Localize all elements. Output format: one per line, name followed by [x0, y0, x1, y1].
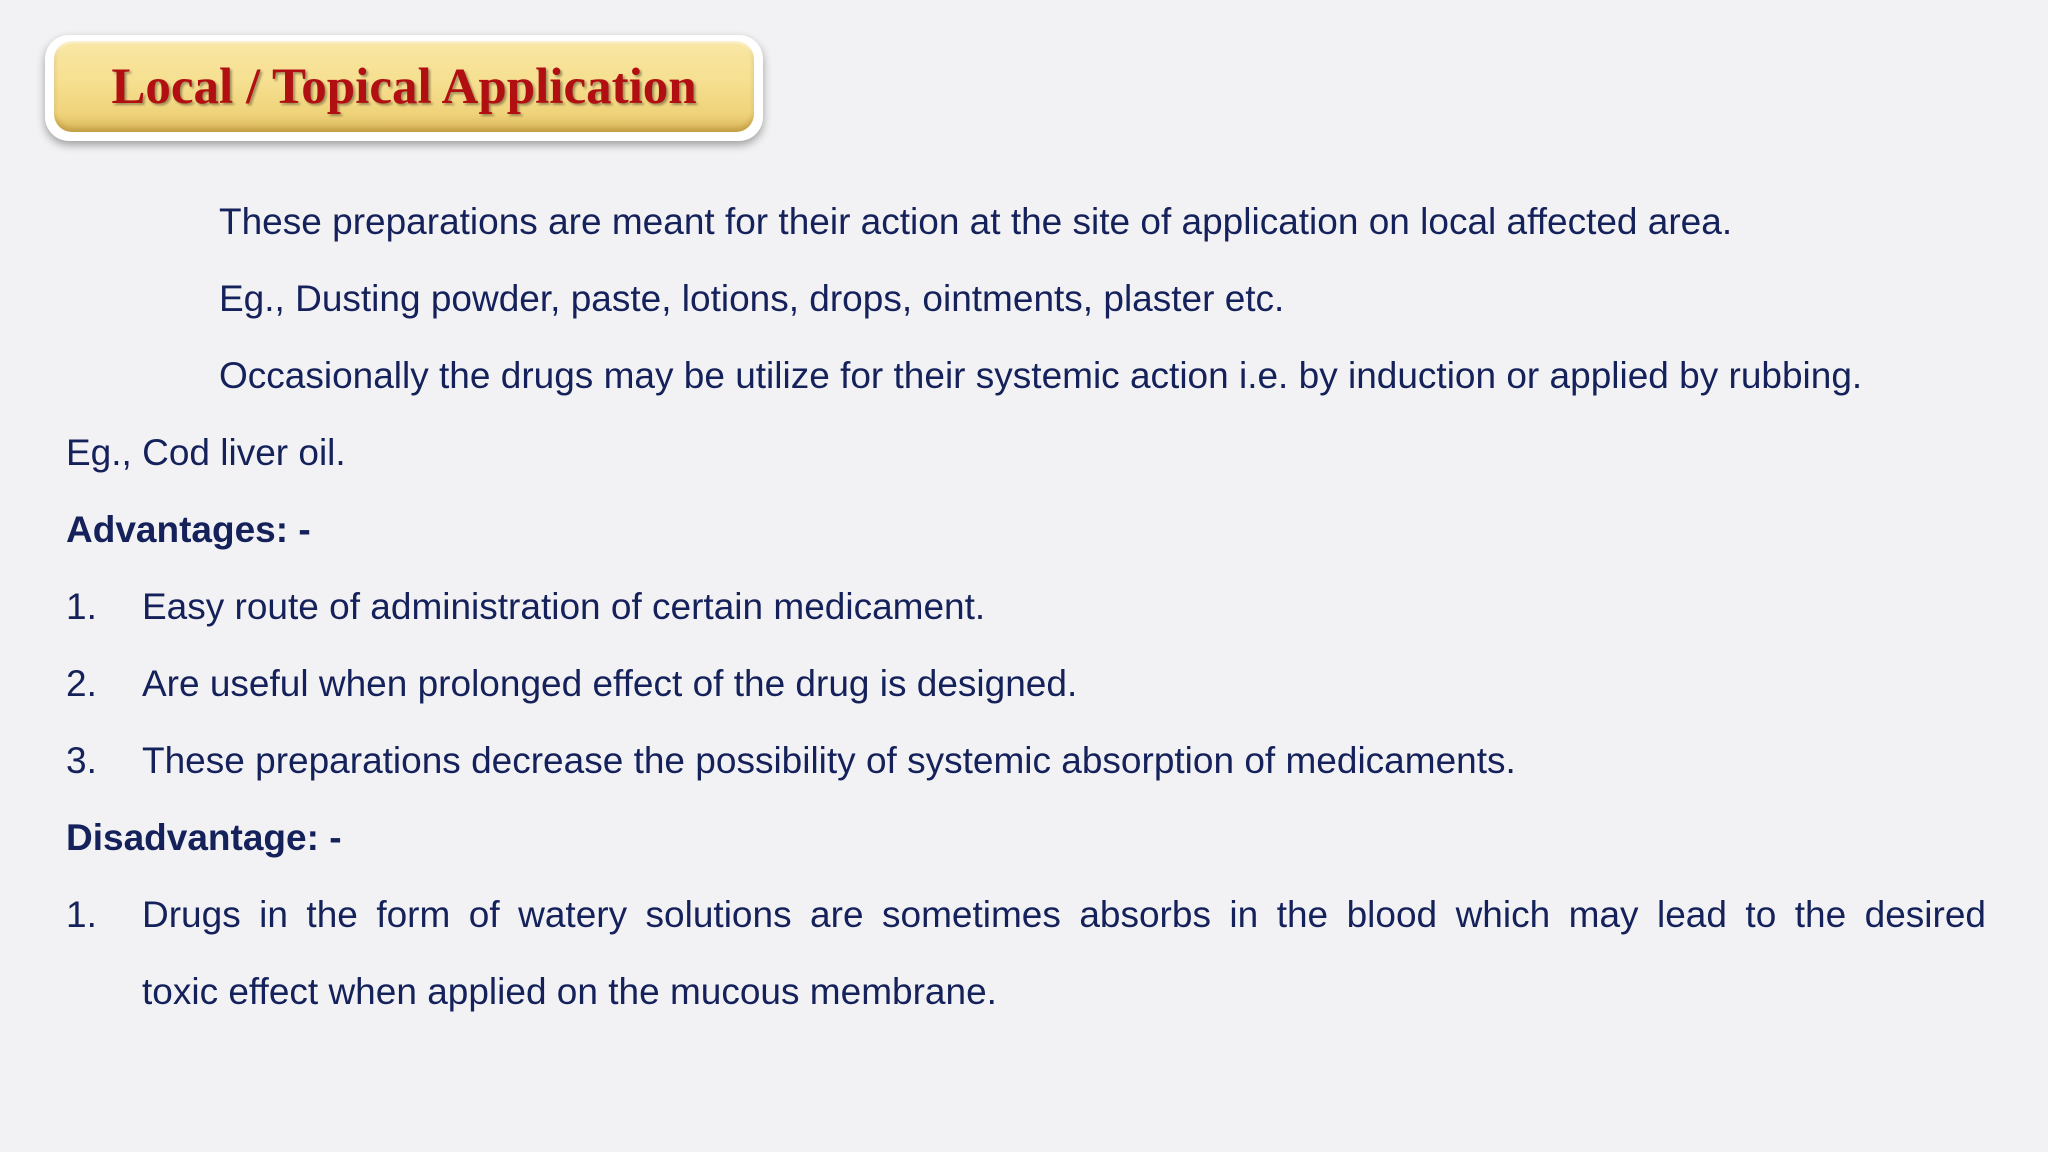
disadvantage-heading: Disadvantage: -: [66, 817, 342, 858]
advantage-number: 1.: [66, 586, 97, 627]
intro-line-2: Eg., Dusting powder, paste, lotions, drops, ointments, plaster etc.: [219, 278, 1285, 319]
intro-line-1: These preparations are meant for their action at the site of application on local affected area.: [219, 201, 1733, 242]
advantage-number: 3.: [66, 740, 97, 781]
advantage-number: 2.: [66, 663, 97, 704]
title-banner-inner: [54, 41, 754, 132]
advantage-item: These preparations decrease the possibility of systemic absorption of medicaments.: [142, 740, 1516, 781]
intro-line-3: Occasionally the drugs may be utilize for their systemic action i.e. by induction or applied by rubbing.: [219, 355, 1863, 396]
advantages-heading: Advantages: -: [66, 509, 311, 550]
slide-title: Local / Topical Application: [111, 58, 697, 115]
disadvantage-number: 1.: [66, 894, 97, 935]
disadvantage-item-line-1: Drugs in the form of watery solutions are sometimes absorbs in the blood which may lead to the desired: [142, 894, 1986, 935]
disadvantage-item-line-2: toxic effect when applied on the mucous membrane.: [142, 971, 997, 1012]
title-banner: [45, 35, 763, 141]
advantage-item: Are useful when prolonged effect of the drug is designed.: [142, 663, 1078, 704]
intro-line-4: Eg., Cod liver oil.: [66, 432, 346, 473]
advantage-item: Easy route of administration of certain medicament.: [142, 586, 986, 627]
